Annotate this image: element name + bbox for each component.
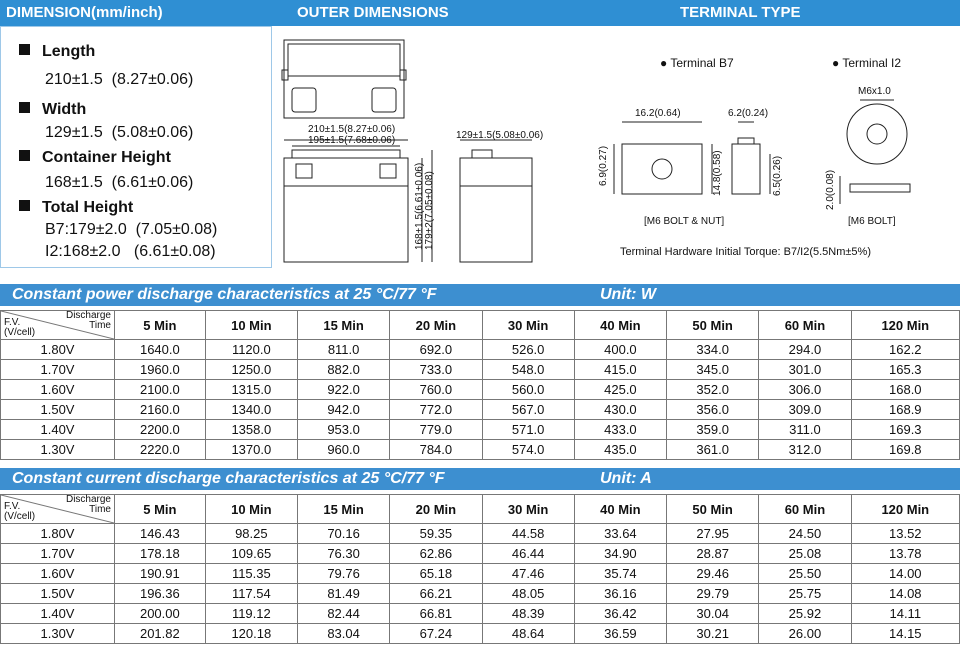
column-header: 5 Min <box>115 495 206 524</box>
table-cell: 1640.0 <box>115 340 206 360</box>
table-cell: 178.18 <box>115 544 206 564</box>
b7-height-value: B7:179±2.0 (7.05±0.08) <box>45 221 218 238</box>
table-cell: 1370.0 <box>205 440 297 460</box>
table-cell: 65.18 <box>390 564 482 584</box>
table-cell: 548.0 <box>482 360 574 380</box>
table-cell: 162.2 <box>851 340 959 360</box>
table-cell: 294.0 <box>759 340 851 360</box>
table-cell: 36.59 <box>574 624 666 644</box>
i2-caption: [M6 BOLT] <box>848 216 896 227</box>
table-cell: 62.86 <box>390 544 482 564</box>
container-height-dimension-label: 168±1.5(6.61±0.06) <box>414 162 425 250</box>
dim-6-2-label: 6.2(0.24) <box>728 108 769 119</box>
total-height-dimension-label: 179±2(7.05±0.08) <box>424 171 435 250</box>
table-cell: 2220.0 <box>115 440 206 460</box>
table-row <box>1 400 960 420</box>
table-cell: 2200.0 <box>115 420 206 440</box>
table-cell: 14.08 <box>851 584 959 604</box>
final-voltage-cell: 1.70V <box>1 544 115 564</box>
drawing-panel <box>272 26 960 268</box>
table-cell: 25.75 <box>759 584 851 604</box>
bullet-icon <box>19 102 30 113</box>
final-voltage-cell: 1.70V <box>1 360 115 380</box>
table-cell: 433.0 <box>574 420 666 440</box>
table-cell: 48.39 <box>482 604 574 624</box>
table-cell: 33.64 <box>574 524 666 544</box>
final-voltage-cell: 1.50V <box>1 584 115 604</box>
bullet-icon <box>19 200 30 211</box>
table-cell: 13.78 <box>851 544 959 564</box>
terminal-i2-outline <box>847 104 907 164</box>
table-cell: 66.21 <box>390 584 482 604</box>
table-cell: 76.30 <box>297 544 389 564</box>
corner-header: Discharge Time F.V. (V/cell) <box>1 311 115 340</box>
table-row <box>1 420 960 440</box>
m6-label: M6x1.0 <box>858 86 891 97</box>
outer-dimensions-heading: OUTER DIMENSIONS <box>297 4 449 21</box>
table-cell: 2100.0 <box>115 380 206 400</box>
table-cell: 942.0 <box>297 400 389 420</box>
table-cell: 1358.0 <box>205 420 297 440</box>
width-dimension-label: 129±1.5(5.08±0.06) <box>456 130 544 141</box>
current-unit: Unit: A <box>600 470 652 487</box>
dim-14-8-label: 14.8(0.58) <box>712 150 723 196</box>
table-cell: 526.0 <box>482 340 574 360</box>
table-cell: 201.82 <box>115 624 206 644</box>
inner-length-dimension-label: 195±1.5(7.68±0.06) <box>308 135 396 146</box>
table-cell: 356.0 <box>667 400 759 420</box>
container-height-value: 168±1.5 (6.61±0.06) <box>45 174 194 191</box>
table-row <box>1 440 960 460</box>
table-cell: 34.90 <box>574 544 666 564</box>
table-cell: 70.16 <box>297 524 389 544</box>
table-cell: 574.0 <box>482 440 574 460</box>
table-cell: 415.0 <box>574 360 666 380</box>
column-header: 5 Min <box>115 311 206 340</box>
power-section-title: Constant power discharge characteristics at 25 °C/77 °F <box>12 286 437 303</box>
table-cell: 311.0 <box>759 420 851 440</box>
column-header: 40 Min <box>574 311 666 340</box>
final-voltage-cell: 1.80V <box>1 340 115 360</box>
table-cell: 14.11 <box>851 604 959 624</box>
table-cell: 400.0 <box>574 340 666 360</box>
table-cell: 169.3 <box>851 420 959 440</box>
table-cell: 14.00 <box>851 564 959 584</box>
table-cell: 361.0 <box>667 440 759 460</box>
table-cell: 560.0 <box>482 380 574 400</box>
table-cell: 146.43 <box>115 524 206 544</box>
table-cell: 28.87 <box>667 544 759 564</box>
table-cell: 435.0 <box>574 440 666 460</box>
column-header: 10 Min <box>205 311 297 340</box>
table-cell: 67.24 <box>390 624 482 644</box>
table-cell: 352.0 <box>667 380 759 400</box>
table-cell: 312.0 <box>759 440 851 460</box>
table-cell: 35.74 <box>574 564 666 584</box>
table-cell: 309.0 <box>759 400 851 420</box>
table-row <box>1 624 960 644</box>
terminal-b7-title: ● Terminal B7 <box>660 56 734 70</box>
container-height-item <box>19 149 171 167</box>
table-row <box>1 340 960 360</box>
final-voltage-cell: 1.80V <box>1 524 115 544</box>
final-voltage-cell: 1.30V <box>1 624 115 644</box>
dim-6-9-label: 6.9(0.27) <box>598 145 609 186</box>
table-cell: 571.0 <box>482 420 574 440</box>
length-item <box>19 43 95 61</box>
table-cell: 922.0 <box>297 380 389 400</box>
dimension-panel <box>0 26 272 268</box>
table-cell: 165.3 <box>851 360 959 380</box>
terminal-type-heading: TERMINAL TYPE <box>680 4 801 21</box>
final-voltage-cell: 1.50V <box>1 400 115 420</box>
length-label: Length <box>42 43 96 60</box>
table-cell: 59.35 <box>390 524 482 544</box>
final-voltage-cell: 1.40V <box>1 420 115 440</box>
table-cell: 169.8 <box>851 440 959 460</box>
table-row <box>1 584 960 604</box>
table-cell: 334.0 <box>667 340 759 360</box>
table-cell: 430.0 <box>574 400 666 420</box>
table-cell: 24.50 <box>759 524 851 544</box>
table-cell: 115.35 <box>205 564 297 584</box>
table-cell: 25.92 <box>759 604 851 624</box>
table-cell: 30.04 <box>667 604 759 624</box>
final-voltage-cell: 1.60V <box>1 564 115 584</box>
bullet-icon <box>19 150 30 161</box>
dim-6-5-label: 6.5(0.26) <box>772 155 783 196</box>
table-cell: 960.0 <box>297 440 389 460</box>
table-cell: 29.46 <box>667 564 759 584</box>
length-value: 210±1.5 (8.27±0.06) <box>45 71 194 88</box>
current-section-title: Constant current discharge characteristics at 25 °C/77 °F <box>12 470 445 487</box>
total-height-label: Total Height <box>42 199 134 216</box>
top-view-outline <box>284 40 404 118</box>
dim-16-label: 16.2(0.64) <box>635 108 681 119</box>
table-cell: 190.91 <box>115 564 206 584</box>
column-header: 30 Min <box>482 495 574 524</box>
table-cell: 425.0 <box>574 380 666 400</box>
table-header-row <box>1 311 960 340</box>
column-header: 40 Min <box>574 495 666 524</box>
final-voltage-cell: 1.40V <box>1 604 115 624</box>
table-cell: 1315.0 <box>205 380 297 400</box>
width-item <box>19 101 86 119</box>
torque-note: Terminal Hardware Initial Torque: B7/I2(5.5Nm±5%) <box>620 246 871 258</box>
table-cell: 2160.0 <box>115 400 206 420</box>
table-row <box>1 524 960 544</box>
table-cell: 692.0 <box>390 340 482 360</box>
total-height-item <box>19 199 133 217</box>
column-header: 50 Min <box>667 495 759 524</box>
table-cell: 1960.0 <box>115 360 206 380</box>
dimension-heading: DIMENSION(mm/inch) <box>6 4 163 21</box>
table-cell: 46.44 <box>482 544 574 564</box>
table-row <box>1 380 960 400</box>
table-cell: 26.00 <box>759 624 851 644</box>
current-section-bar <box>0 468 960 490</box>
current-table <box>0 494 960 644</box>
table-cell: 953.0 <box>297 420 389 440</box>
table-cell: 733.0 <box>390 360 482 380</box>
table-cell: 119.12 <box>205 604 297 624</box>
b7-caption: [M6 BOLT & NUT] <box>644 216 725 227</box>
table-cell: 29.79 <box>667 584 759 604</box>
table-cell: 109.65 <box>205 544 297 564</box>
column-header: 50 Min <box>667 311 759 340</box>
table-cell: 36.16 <box>574 584 666 604</box>
table-cell: 200.00 <box>115 604 206 624</box>
column-header: 10 Min <box>205 495 297 524</box>
table-row <box>1 564 960 584</box>
power-section-bar <box>0 284 960 306</box>
power-table <box>0 310 960 460</box>
table-cell: 30.21 <box>667 624 759 644</box>
header-bar <box>0 0 960 26</box>
side-view-outline <box>460 158 532 262</box>
table-cell: 779.0 <box>390 420 482 440</box>
bullet-icon <box>19 44 30 55</box>
column-header: 15 Min <box>297 311 389 340</box>
table-cell: 82.44 <box>297 604 389 624</box>
table-cell: 14.15 <box>851 624 959 644</box>
table-cell: 1250.0 <box>205 360 297 380</box>
table-cell: 98.25 <box>205 524 297 544</box>
column-header: 15 Min <box>297 495 389 524</box>
power-unit: Unit: W <box>600 286 656 303</box>
table-cell: 772.0 <box>390 400 482 420</box>
table-cell: 301.0 <box>759 360 851 380</box>
table-cell: 83.04 <box>297 624 389 644</box>
column-header: 120 Min <box>851 311 959 340</box>
table-cell: 48.64 <box>482 624 574 644</box>
table-cell: 66.81 <box>390 604 482 624</box>
table-cell: 48.05 <box>482 584 574 604</box>
table-cell: 168.9 <box>851 400 959 420</box>
table-cell: 81.49 <box>297 584 389 604</box>
table-row <box>1 544 960 564</box>
table-cell: 882.0 <box>297 360 389 380</box>
table-cell: 27.95 <box>667 524 759 544</box>
table-cell: 13.52 <box>851 524 959 544</box>
table-row <box>1 604 960 624</box>
table-cell: 811.0 <box>297 340 389 360</box>
table-cell: 1120.0 <box>205 340 297 360</box>
front-view-outline <box>284 158 408 262</box>
terminal-b7-outline <box>622 144 702 194</box>
table-cell: 168.0 <box>851 380 959 400</box>
terminal-i2-title: ● Terminal I2 <box>832 56 902 70</box>
table-cell: 1340.0 <box>205 400 297 420</box>
table-cell: 25.50 <box>759 564 851 584</box>
table-cell: 784.0 <box>390 440 482 460</box>
table-cell: 25.08 <box>759 544 851 564</box>
column-header: 60 Min <box>759 311 851 340</box>
table-cell: 306.0 <box>759 380 851 400</box>
table-cell: 117.54 <box>205 584 297 604</box>
container-height-label: Container Height <box>42 149 171 166</box>
dim-2-0-label: 2.0(0.08) <box>825 169 836 210</box>
table-cell: 196.36 <box>115 584 206 604</box>
column-header: 60 Min <box>759 495 851 524</box>
column-header: 20 Min <box>390 495 482 524</box>
final-voltage-cell: 1.60V <box>1 380 115 400</box>
i2-height-value: I2:168±2.0 (6.61±0.08) <box>45 243 216 260</box>
column-header: 20 Min <box>390 311 482 340</box>
table-cell: 47.46 <box>482 564 574 584</box>
table-cell: 567.0 <box>482 400 574 420</box>
column-header: 30 Min <box>482 311 574 340</box>
length-dimension-label: 210±1.5(8.27±0.06) <box>308 124 396 135</box>
table-cell: 760.0 <box>390 380 482 400</box>
table-cell: 359.0 <box>667 420 759 440</box>
width-value: 129±1.5 (5.08±0.06) <box>45 124 194 141</box>
table-cell: 44.58 <box>482 524 574 544</box>
corner-header: Discharge Time F.V. (V/cell) <box>1 495 115 524</box>
width-label: Width <box>42 101 87 118</box>
table-header-row <box>1 495 960 524</box>
table-cell: 345.0 <box>667 360 759 380</box>
table-cell: 36.42 <box>574 604 666 624</box>
table-cell: 79.76 <box>297 564 389 584</box>
column-header: 120 Min <box>851 495 959 524</box>
final-voltage-cell: 1.30V <box>1 440 115 460</box>
table-row <box>1 360 960 380</box>
table-cell: 120.18 <box>205 624 297 644</box>
